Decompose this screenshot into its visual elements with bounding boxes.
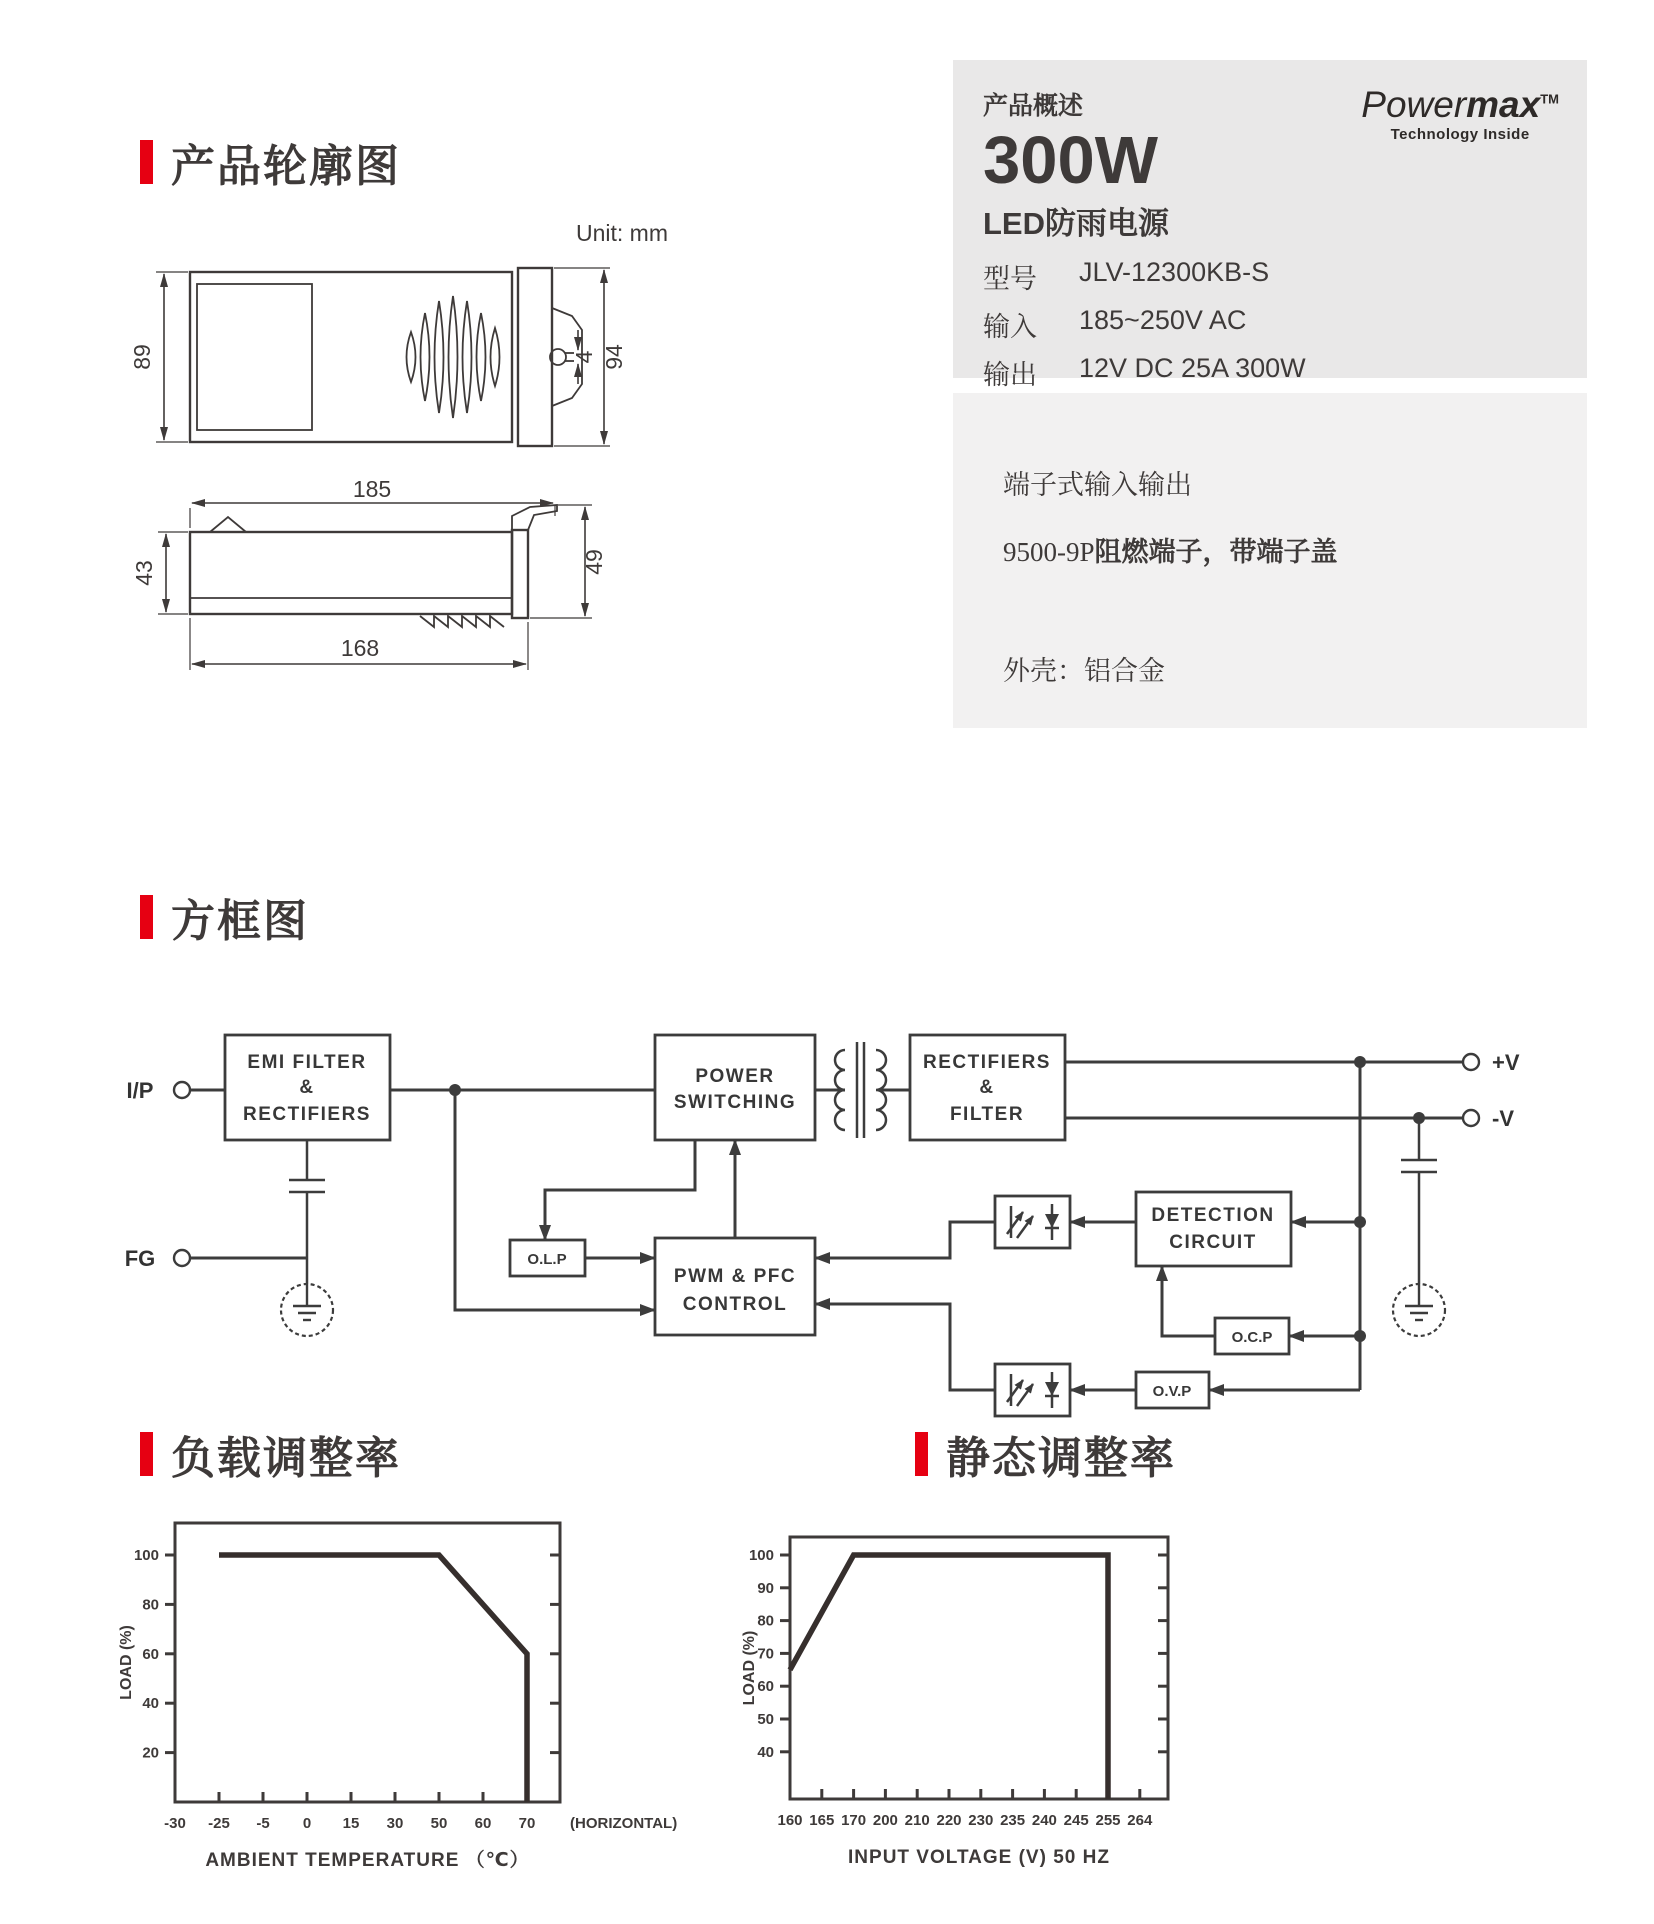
- y-tick-label: 40: [142, 1695, 159, 1713]
- side-view-body: [190, 532, 512, 614]
- ip-terminal-icon: [174, 1082, 190, 1098]
- red-bar-icon: [140, 895, 153, 939]
- x-tick-label: 200: [872, 1812, 898, 1829]
- product-type: LED防雨电源: [983, 206, 1169, 242]
- vplus-terminal-icon: [1463, 1054, 1479, 1070]
- dim-43: 43: [131, 560, 157, 586]
- x-tick-label: -30: [164, 1815, 186, 1832]
- det-line2: CIRCUIT: [1169, 1232, 1257, 1253]
- dim-185: 185: [352, 476, 392, 502]
- ps-line2: SWITCHING: [673, 1092, 797, 1113]
- spec-value: 185~250V AC: [1079, 305, 1247, 336]
- y-tick-label: 90: [757, 1579, 774, 1597]
- unit-label: Unit: mm: [576, 220, 668, 246]
- data-line: [790, 1555, 1108, 1799]
- y-tick-label: 70: [757, 1645, 774, 1663]
- x-tick-label: -25: [208, 1815, 230, 1832]
- x-tick-label: 15: [342, 1815, 360, 1832]
- logo-tm: TM: [1540, 91, 1559, 107]
- static-title-text: 静态调整率: [946, 1434, 1176, 1483]
- outline-title-text: 产品轮廓图: [171, 142, 401, 191]
- overview-panel: [953, 60, 1587, 391]
- spec-label: 型号: [983, 264, 1037, 295]
- det-line1: DETECTION: [1151, 1205, 1275, 1226]
- rf-line1: RECTIFIERS: [923, 1052, 1051, 1073]
- feature-line-3: 外壳：铝合金: [1003, 656, 1165, 686]
- dim-4: 4: [571, 350, 597, 364]
- end-cap: [518, 268, 552, 446]
- y-axis-title: LOAD (%): [741, 1630, 758, 1706]
- vent-slots: [407, 296, 500, 418]
- data-line: [219, 1555, 527, 1802]
- spec-value: 12V DC 25A 300W: [1079, 353, 1306, 384]
- top-clip: [210, 517, 246, 532]
- section-title-outline: [140, 130, 401, 194]
- ovp-label: O.V.P: [1152, 1383, 1192, 1400]
- ps-line1: POWER: [695, 1066, 775, 1087]
- rf-line2: &: [979, 1077, 995, 1098]
- y-tick-label: 50: [757, 1711, 774, 1728]
- top-view-label-area: [197, 284, 312, 430]
- ground-icon: [1393, 1284, 1445, 1336]
- top-view-body: [190, 272, 512, 442]
- load-title-text: 负载调整率: [171, 1434, 401, 1483]
- terminal-desc: 阻燃端子，带端子盖: [1094, 537, 1338, 567]
- block-title-text: 方框图: [171, 897, 309, 946]
- x-tick-label: 0: [302, 1815, 312, 1832]
- x-tick-label: 210: [904, 1812, 930, 1829]
- pwm-line1: PWM & PFC: [673, 1266, 797, 1287]
- y-tick-label: 100: [133, 1547, 159, 1564]
- ip-terminal-label: I/P: [126, 1078, 154, 1103]
- y-tick-label: 20: [142, 1744, 159, 1762]
- plot-border: [790, 1537, 1168, 1799]
- x-tick-label: 264: [1127, 1812, 1153, 1829]
- x-axis-title: AMBIENT TEMPERATURE （℃）: [205, 1850, 530, 1871]
- logo-power: Power: [1361, 84, 1467, 125]
- y-tick-label: 60: [757, 1678, 774, 1696]
- y-tick-label: 100: [748, 1547, 774, 1564]
- vplus-label: +V: [1492, 1050, 1520, 1075]
- x-tick-label: 60: [474, 1815, 492, 1832]
- vminus-terminal-icon: [1463, 1110, 1479, 1126]
- dim-94: 94: [601, 344, 627, 370]
- x-tick-label: 30: [386, 1815, 404, 1832]
- x-tick-label: 165: [809, 1812, 835, 1829]
- optocoupler-icon: [995, 1364, 1070, 1416]
- dim-49: 49: [581, 549, 607, 575]
- emi-line1: EMI FILTER: [247, 1052, 367, 1073]
- x-tick-label: 170: [841, 1812, 867, 1829]
- logo-wordmark: [1361, 84, 1559, 126]
- fg-terminal-icon: [174, 1250, 190, 1266]
- x-tick-label: 230: [968, 1812, 994, 1829]
- olp-label: O.L.P: [527, 1251, 567, 1268]
- vminus-label: -V: [1492, 1106, 1514, 1131]
- serrations: [420, 616, 504, 627]
- top-view-drawing: [129, 255, 700, 470]
- ocp-label: O.C.P: [1231, 1329, 1273, 1346]
- x-tick-label: 240: [1031, 1812, 1057, 1829]
- plot-border: [175, 1523, 560, 1802]
- section-title-block: [140, 885, 309, 949]
- red-bar-icon: [915, 1432, 928, 1476]
- x-tick-label: 255: [1095, 1812, 1121, 1829]
- overview-heading: 产品概述: [983, 92, 1084, 120]
- spec-list: [983, 257, 1557, 392]
- x-tick-label: -5: [256, 1815, 270, 1832]
- pwm-line2: CONTROL: [682, 1294, 788, 1315]
- x-tick-label: 70: [518, 1815, 536, 1832]
- spec-label: 输出: [983, 360, 1037, 391]
- flange-plate: [512, 530, 528, 618]
- y-tick-label: 40: [757, 1743, 774, 1761]
- power-rating: 300W: [983, 123, 1159, 198]
- fg-terminal-label: FG: [124, 1246, 156, 1271]
- y-tick-label: 60: [142, 1645, 159, 1663]
- ground-icon: [281, 1284, 333, 1336]
- detection-circuit-box: [1136, 1192, 1291, 1266]
- section-title-load-regulation: [140, 1422, 401, 1486]
- logo-max: max: [1466, 84, 1541, 125]
- side-view-drawing: [131, 476, 700, 720]
- red-bar-icon: [140, 1432, 153, 1476]
- red-bar-icon: [140, 140, 153, 184]
- spec-row-model: [983, 257, 1557, 296]
- y-axis-title: LOAD (%): [118, 1625, 135, 1700]
- emi-line2: &: [299, 1077, 315, 1098]
- section-title-static-regulation: [915, 1422, 1176, 1486]
- dim-89: 89: [129, 344, 155, 370]
- power-switching-box: [655, 1035, 815, 1140]
- x-tick-label: 235: [1000, 1812, 1026, 1829]
- spec-label: 输入: [983, 312, 1037, 343]
- feature-line-2: [1003, 530, 1547, 569]
- x-tick-label: 245: [1063, 1812, 1089, 1829]
- x-tick-label: 160: [777, 1812, 803, 1829]
- y-tick-label: 80: [757, 1612, 774, 1630]
- terminal-code: 9500-9P: [1003, 537, 1095, 567]
- emi-line3: RECTIFIERS: [243, 1104, 371, 1125]
- x-axis-note: (HORIZONTAL): [570, 1815, 678, 1832]
- x-tick-label: 50: [430, 1815, 448, 1832]
- x-tick-label: 220: [936, 1812, 962, 1829]
- load-regulation-chart: [115, 1497, 705, 1907]
- spec-row-output: [983, 353, 1557, 392]
- logo-tagline: Technology Inside: [1390, 126, 1530, 143]
- flange-hook: [512, 505, 557, 530]
- rf-line3: FILTER: [949, 1104, 1025, 1125]
- feature-line-1: 端子式输入输出: [1003, 470, 1192, 500]
- features-panel: [953, 393, 1587, 728]
- y-tick-label: 80: [142, 1596, 159, 1614]
- static-regulation-chart: [740, 1497, 1300, 1907]
- optocoupler-icon: [995, 1196, 1070, 1248]
- spec-row-input: [983, 305, 1557, 344]
- block-diagram: [110, 960, 1580, 1430]
- powermax-logo: [1361, 84, 1559, 143]
- dim-168: 168: [340, 635, 380, 661]
- x-axis-title: INPUT VOLTAGE (V) 50 HZ: [848, 1847, 1110, 1868]
- spec-value: JLV-12300KB-S: [1079, 257, 1270, 288]
